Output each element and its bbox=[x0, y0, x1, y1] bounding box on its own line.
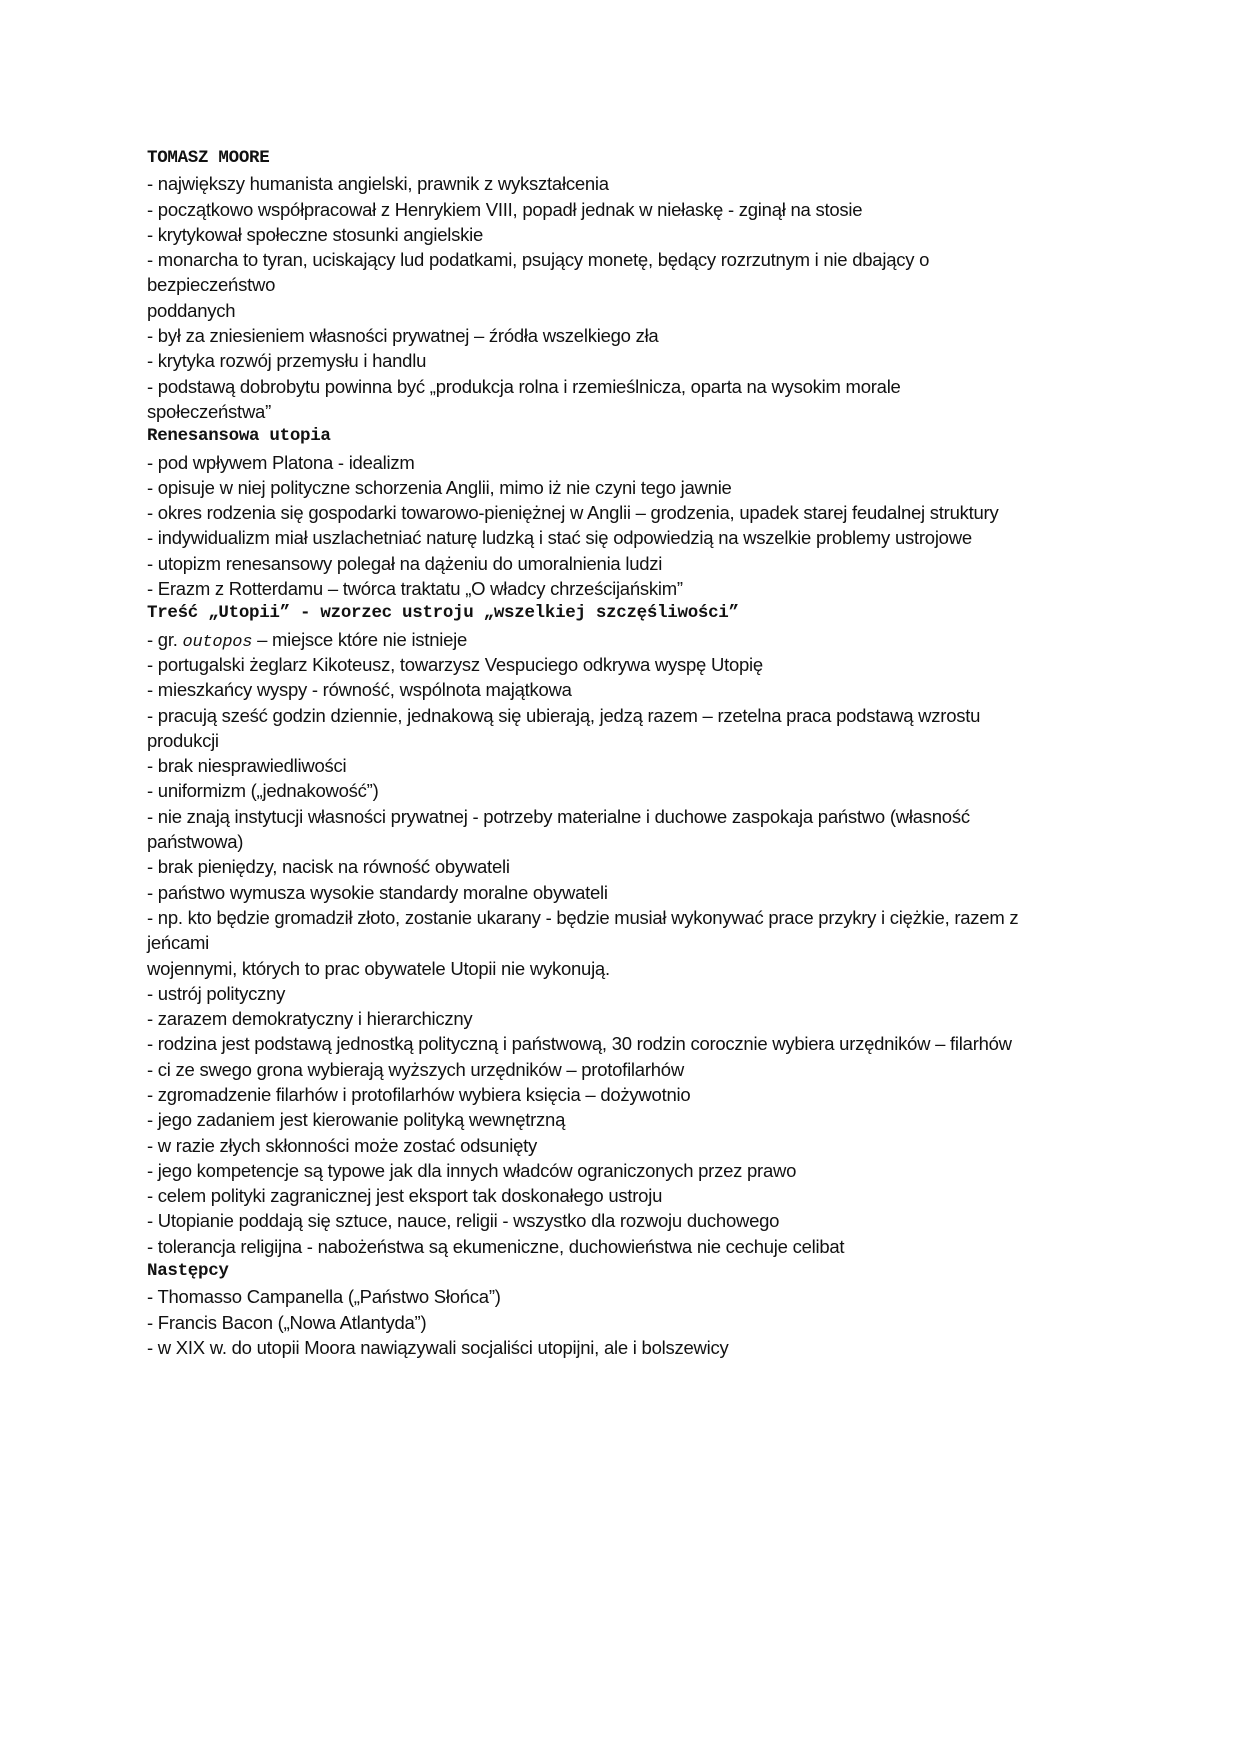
list-item-prefix: - gr. bbox=[147, 628, 183, 650]
list-item: - Erazm z Rotterdamu – twórca traktatu „O władcy chrześcijańskim” bbox=[147, 578, 683, 600]
section-heading: TOMASZ MOORE bbox=[147, 148, 270, 168]
document-body bbox=[147, 146, 1097, 1360]
list-item: wojennymi, których to prac obywatele Utopii nie wykonują. bbox=[147, 957, 610, 979]
list-item: - największy humanista angielski, prawnik z wykształcenia bbox=[147, 173, 609, 195]
list-item: - nie znają instytucji własności prywatnej - potrzeby materialne i duchowe zaspokaja państwo (własność bbox=[147, 805, 970, 827]
list-item-suffix: – miejsce które nie istnieje bbox=[252, 628, 468, 650]
list-item: - okres rodzenia się gospodarki towarowo-pieniężnej w Anglii – grodzenia, upadek starej feudalnej struktury bbox=[147, 502, 999, 524]
list-item: - Francis Bacon („Nowa Atlantyda”) bbox=[147, 1311, 427, 1333]
list-item: - zgromadzenie filarhów i protofilarhów wybiera księcia – dożywotnio bbox=[147, 1083, 691, 1105]
list-item: - krytyka rozwój przemysłu i handlu bbox=[147, 350, 427, 372]
list-item: - ustrój polityczny bbox=[147, 982, 286, 1004]
list-item: państwowa) bbox=[147, 831, 244, 853]
list-item: - Thomasso Campanella („Państwo Słońca”) bbox=[147, 1286, 501, 1308]
list-item: - w razie złych skłonności może zostać odsunięty bbox=[147, 1134, 538, 1156]
list-item: - był za zniesieniem własności prywatnej – źródła wszelkiego zła bbox=[147, 325, 659, 347]
list-item: produkcji bbox=[147, 729, 219, 751]
list-item: - portugalski żeglarz Kikoteusz, towarzysz Vespuciego odkrywa wyspę Utopię bbox=[147, 653, 763, 675]
list-item: - utopizm renesansowy polegał na dążeniu do umoralnienia ludzi bbox=[147, 552, 663, 574]
list-item: - pracują sześć godzin dziennie, jednakową się ubierają, jedzą razem – rzetelna praca podstawą wzrostu bbox=[147, 704, 981, 726]
list-item: - monarcha to tyran, uciskający lud podatkami, psujący monetę, będący rozrzutnym i nie dbający o bbox=[147, 249, 930, 271]
list-item: - np. kto będzie gromadził złoto, zostanie ukarany - będzie musiał wykonywać prace przykry i ciężkie, razem z bbox=[147, 906, 1019, 928]
list-item: - brak pieniędzy, nacisk na równość obywateli bbox=[147, 856, 510, 878]
list-item: - jego kompetencje są typowe jak dla innych władców ograniczonych przez prawo bbox=[147, 1159, 797, 1181]
list-item: - celem polityki zagranicznej jest eksport tak doskonałego ustroju bbox=[147, 1185, 663, 1207]
section-heading: Treść „Utopii” - wzorzec ustroju „wszelkiej szczęśliwości” bbox=[147, 603, 739, 624]
list-item: - zarazem demokratyczny i hierarchiczny bbox=[147, 1008, 473, 1030]
list-item: jeńcami bbox=[147, 932, 209, 954]
list-item: - krytykował społeczne stosunki angielskie bbox=[147, 223, 484, 245]
list-item: - pod wpływem Platona - idealizm bbox=[147, 451, 415, 473]
list-item: - indywidualizm miał uszlachetniać naturę ludzką i stać się odpowiedzią na wszelkie problemy ustrojowe bbox=[147, 527, 972, 549]
greek-term: outopos bbox=[182, 632, 253, 652]
list-item: - uniformizm („jednakowość”) bbox=[147, 780, 379, 802]
list-item: społeczeństwa” bbox=[147, 400, 272, 422]
list-item: - rodzina jest podstawą jednostką polityczną i państwową, 30 rodzin corocznie wybiera urzędników – filarhów bbox=[147, 1033, 1012, 1055]
list-item: - tolerancja religijna - nabożeństwa są ekumeniczne, duchowieństwa nie cechuje celibat bbox=[147, 1235, 845, 1257]
list-item: - jego zadaniem jest kierowanie polityką wewnętrzną bbox=[147, 1109, 566, 1131]
list-item: - Utopianie poddają się sztuce, nauce, religii - wszystko dla rozwoju duchowego bbox=[147, 1210, 780, 1232]
list-item: - początkowo współpracował z Henrykiem VIII, popadł jednak w niełaskę - zginął na stosie bbox=[147, 198, 863, 220]
list-item: - opisuje w niej polityczne schorzenia Anglii, mimo iż nie czyni tego jawnie bbox=[147, 476, 732, 498]
list-item: bezpieczeństwo bbox=[147, 274, 276, 296]
list-item: - państwo wymusza wysokie standardy moralne obywateli bbox=[147, 881, 608, 903]
list-item bbox=[147, 627, 1097, 652]
list-item: - brak niesprawiedliwości bbox=[147, 755, 347, 777]
list-item: - ci ze swego grona wybierają wyższych urzędników – protofilarhów bbox=[147, 1058, 684, 1080]
list-item: - mieszkańcy wyspy - równość, wspólnota majątkowa bbox=[147, 679, 572, 701]
section-heading: Następcy bbox=[147, 1261, 229, 1282]
section-heading: Renesansowa utopia bbox=[147, 426, 331, 447]
list-item: - podstawą dobrobytu powinna być „produkcja rolna i rzemieślnicza, oparta na wysokim morale bbox=[147, 375, 901, 397]
list-item: poddanych bbox=[147, 299, 236, 321]
list-item: - w XIX w. do utopii Moora nawiązywali socjaliści utopijni, ale i bolszewicy bbox=[147, 1336, 729, 1358]
